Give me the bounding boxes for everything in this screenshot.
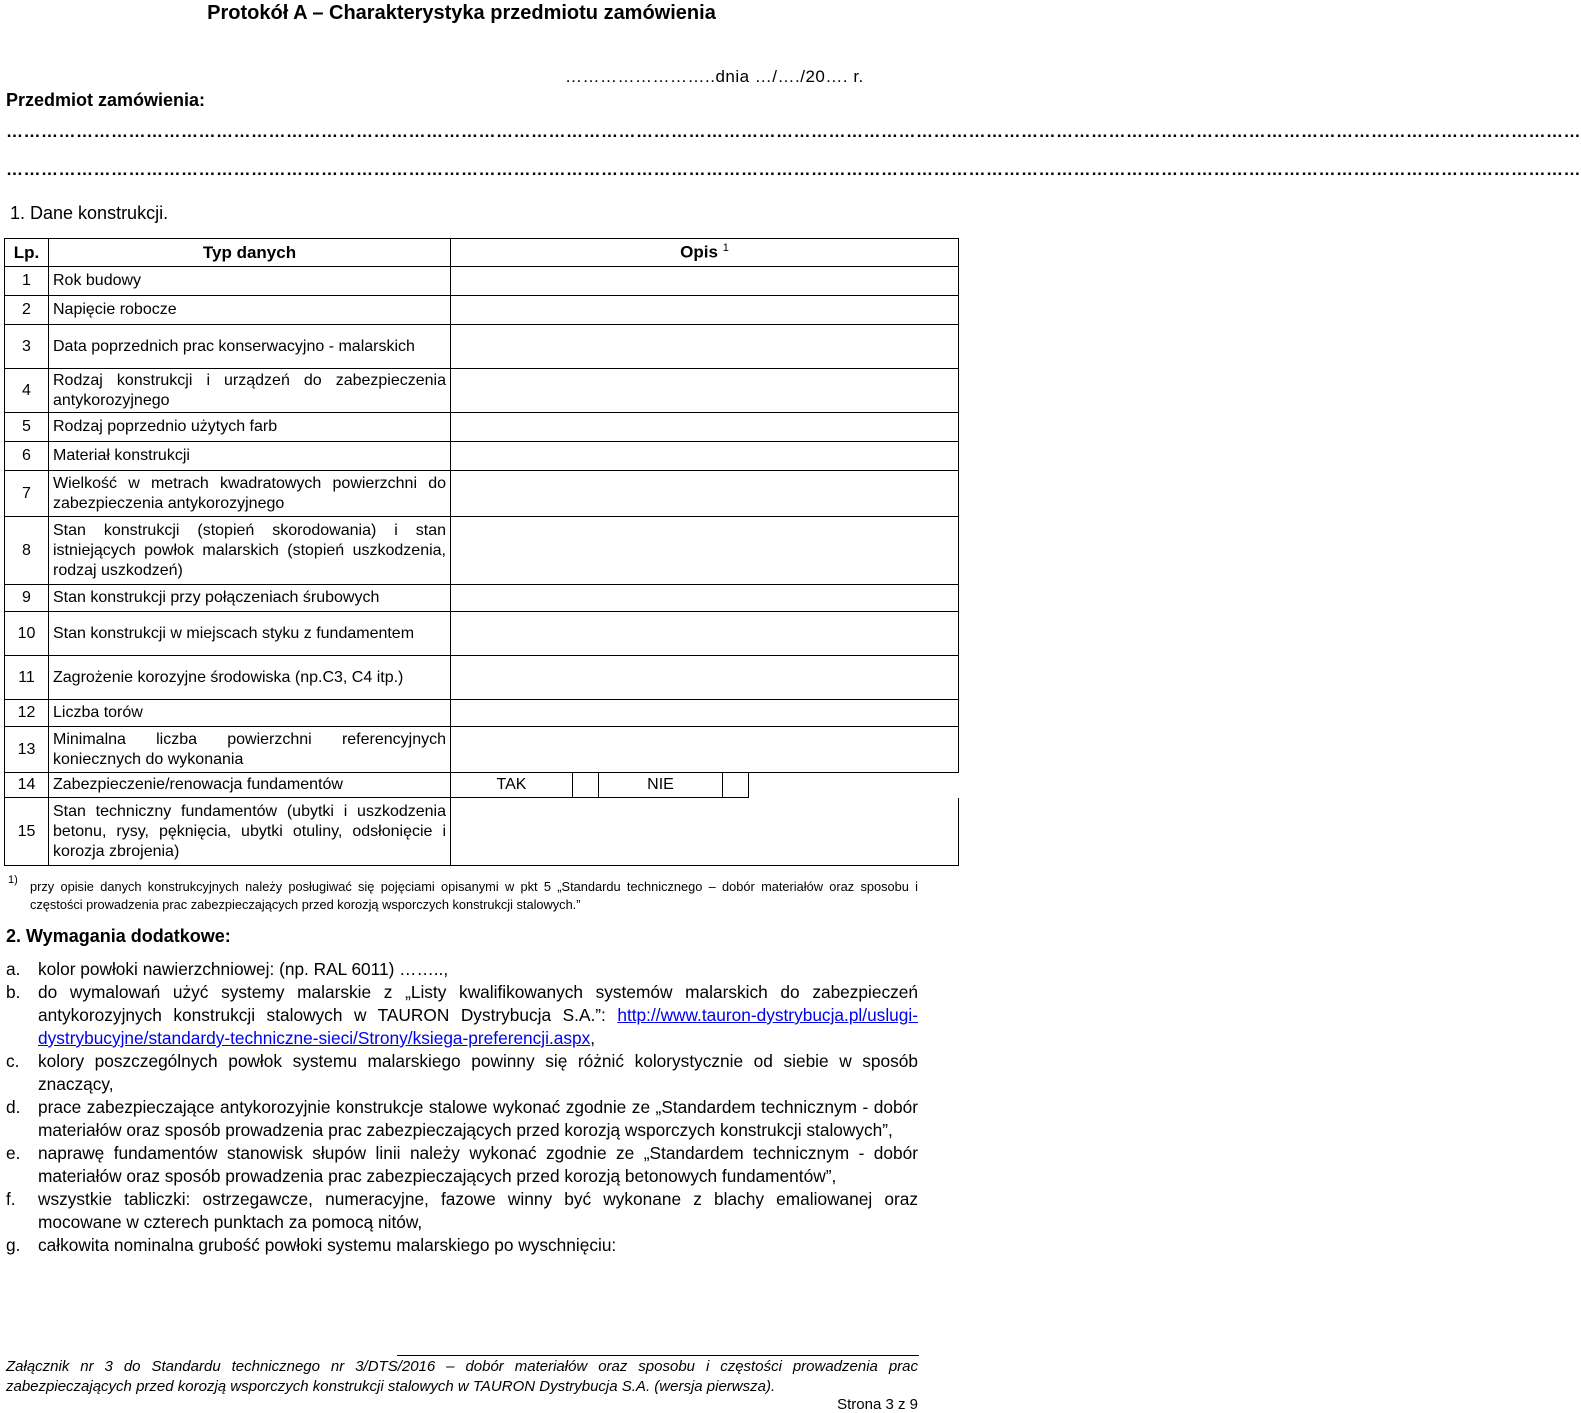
row-number: 8 bbox=[5, 517, 49, 585]
date-field[interactable]: ……………………..dnia …/…./20…. r. bbox=[565, 67, 864, 86]
col-header-desc bbox=[451, 239, 959, 267]
row-label: Stan techniczny fundamentów (ubytki i uszkodzenia betonu, rysy, pęknięcia, ubytki otuliny, odsłonięcie i korozja zbrojenia) bbox=[49, 798, 451, 866]
subject-label: Przedmiot zamówienia: bbox=[6, 90, 206, 110]
row-number: 13 bbox=[5, 727, 49, 773]
row-value-field[interactable] bbox=[451, 517, 959, 585]
col-header-type: Typ danych bbox=[49, 239, 451, 267]
item-text bbox=[38, 981, 918, 1050]
row-value-field[interactable] bbox=[451, 471, 959, 517]
row-value-field[interactable] bbox=[451, 700, 959, 727]
row-label: Stan konstrukcji przy połączeniach śrubowych bbox=[49, 585, 451, 612]
subject-fill-line-2[interactable]: ……………………………………………………………………………………………………………………………………………………………………………………………………………………………………………… bbox=[6, 160, 1581, 179]
row-number: 12 bbox=[5, 700, 49, 727]
table-header-row bbox=[5, 239, 959, 267]
standards-link[interactable]: http://www.tauron-dystrybucja.pl/uslugi-dystrybucyjne/standardy-techniczne-sieci/Strony/ksiega-preferencji.aspx bbox=[38, 1005, 918, 1048]
row-label: Zagrożenie korozyjne środowiska (np.C3, C4 itp.) bbox=[49, 656, 451, 700]
item-text: naprawę fundamentów stanowisk słupów linii należy wykonać zgodnie ze „Standardem technicznym - dobór materiałów oraz sposób prowadzenia prac zabezpieczających przed korozją betonowych fundamentów”, bbox=[38, 1143, 918, 1186]
item-letter: d. bbox=[6, 1097, 21, 1117]
requirement-item-a bbox=[6, 958, 918, 981]
item-text: kolor powłoki nawierzchniowej: (np. RAL 6011) …….., bbox=[38, 959, 449, 979]
yes-checkbox[interactable] bbox=[573, 773, 599, 798]
table-row bbox=[5, 517, 959, 585]
row-number: 6 bbox=[5, 442, 49, 471]
section-2-heading: 2. Wymagania dodatkowe: bbox=[6, 926, 231, 946]
row-label: Stan konstrukcji (stopień skorodowania) i stan istniejących powłok malarskich (stopień uszkodzenia, rodzaj uszkodzeń) bbox=[49, 517, 451, 585]
footnote-ref: 1 bbox=[722, 242, 729, 255]
row-value-field[interactable] bbox=[451, 612, 959, 656]
row-value-field[interactable] bbox=[451, 656, 959, 700]
row-value-field[interactable] bbox=[451, 413, 959, 442]
footnote-text: przy opisie danych konstrukcyjnych należy posługiwać się pojęciami opisanymi w pkt 5 „Standardu technicznego – dobór materiałów oraz sposobu i częstości prowadzenia prac zabezpieczających przed korozją wsporczych konstrukcji stalowych.” bbox=[30, 879, 918, 912]
col-header-lp: Lp. bbox=[5, 239, 49, 267]
item-text: kolory poszczególnych powłok systemu malarskiego powinny się różnić kolorystycznie od siebie w sposób znaczący, bbox=[38, 1051, 918, 1094]
footnote-mark: 1) bbox=[8, 874, 18, 886]
item-letter: e. bbox=[6, 1143, 21, 1163]
row-label: Rok budowy bbox=[49, 267, 451, 296]
row-number: 3 bbox=[5, 325, 49, 369]
construction-data-table bbox=[4, 238, 959, 866]
row-label: Napięcie robocze bbox=[49, 296, 451, 325]
row-label: Zabezpieczenie/renowacja fundamentów bbox=[49, 773, 451, 798]
footer-text: Załącznik nr 3 do Standardu technicznego nr 3/DTS/2016 – dobór materiałów oraz sposobu i częstości prowadzenia prac zabezpieczających przed korozją wsporczych konstrukcji stalowych w TAURON Dystrybucja S.A. (wersja pierwsza). bbox=[6, 1358, 918, 1395]
table-row bbox=[5, 325, 959, 369]
row-value-field[interactable] bbox=[451, 369, 959, 413]
requirement-item-d bbox=[6, 1096, 918, 1142]
table-row bbox=[5, 612, 959, 656]
requirements-list bbox=[6, 958, 918, 1257]
row-number: 7 bbox=[5, 471, 49, 517]
row-value-field[interactable] bbox=[451, 267, 959, 296]
row-value-field[interactable] bbox=[451, 585, 959, 612]
item-letter: g. bbox=[6, 1235, 21, 1255]
page-number: Strona 3 z 9 bbox=[837, 1396, 918, 1413]
table-row bbox=[5, 296, 959, 325]
table-row bbox=[5, 727, 959, 773]
table-row bbox=[5, 471, 959, 517]
item-letter: c. bbox=[6, 1051, 20, 1071]
row-label: Minimalna liczba powierzchni referencyjnych koniecznych do wykonania bbox=[49, 727, 451, 773]
row-number: 2 bbox=[5, 296, 49, 325]
row-label: Rodzaj konstrukcji i urządzeń do zabezpieczenia antykorozyjnego bbox=[49, 369, 451, 413]
row-label: Liczba torów bbox=[49, 700, 451, 727]
table-row bbox=[5, 442, 959, 471]
row-label: Rodzaj poprzednio użytych farb bbox=[49, 413, 451, 442]
requirement-item-g bbox=[6, 1234, 918, 1257]
requirement-item-e bbox=[6, 1142, 918, 1188]
row-number: 15 bbox=[5, 798, 49, 866]
item-letter: b. bbox=[6, 982, 21, 1002]
page-title: Protokół A – Charakterystyka przedmiotu zamówienia bbox=[207, 2, 716, 24]
row-number: 5 bbox=[5, 413, 49, 442]
requirement-item-b bbox=[6, 981, 918, 1050]
requirement-item-c bbox=[6, 1050, 918, 1096]
item-text-tail: , bbox=[590, 1028, 596, 1048]
table-row bbox=[5, 267, 959, 296]
no-label: NIE bbox=[599, 773, 723, 798]
row-number: 4 bbox=[5, 369, 49, 413]
table-row bbox=[5, 413, 959, 442]
row-number: 9 bbox=[5, 585, 49, 612]
table-row bbox=[5, 700, 959, 727]
item-text: całkowita nominalna grubość powłoki systemu malarskiego po wyschnięciu: bbox=[38, 1235, 617, 1255]
row-value-field[interactable] bbox=[451, 296, 959, 325]
yes-label: TAK bbox=[451, 773, 573, 798]
row-value-field[interactable] bbox=[451, 325, 959, 369]
no-checkbox[interactable] bbox=[723, 773, 749, 798]
row-number: 1 bbox=[5, 267, 49, 296]
item-letter: f. bbox=[6, 1189, 16, 1209]
empty-cell bbox=[749, 773, 959, 798]
item-text: prace zabezpieczające antykorozyjnie konstrukcje stalowe wykonać zgodnie ze „Standardem technicznym - dobór materiałów oraz sposób prowadzenia prac zabezpieczających przed korozją wsporczych konstrukcji stalowych”, bbox=[38, 1097, 918, 1140]
row-label: Materiał konstrukcji bbox=[49, 442, 451, 471]
row-value-field[interactable] bbox=[451, 798, 959, 866]
footer-divider bbox=[397, 1355, 919, 1356]
row-number: 11 bbox=[5, 656, 49, 700]
subject-fill-line-1[interactable]: ……………………………………………………………………………………………………………………………………………………………………………………………………………………………………………… bbox=[6, 122, 1581, 141]
item-text-body: do wymalowań użyć systemy malarskie z „Listy kwalifikowanych systemów malarskich do zabezpieczeń antykorozyjnych konstrukcji stalowych w TAURON Dystrybucja S.A.”: bbox=[38, 982, 918, 1025]
col-header-desc-label: Opis bbox=[680, 242, 718, 262]
requirement-item-f bbox=[6, 1188, 918, 1234]
row-label: Wielkość w metrach kwadratowych powierzchni do zabezpieczenia antykorozyjnego bbox=[49, 471, 451, 517]
table-row bbox=[5, 798, 959, 866]
row-value-field[interactable] bbox=[451, 442, 959, 471]
table-row bbox=[5, 369, 959, 413]
table-row bbox=[5, 773, 959, 798]
item-text: wszystkie tabliczki: ostrzegawcze, numeracyjne, fazowe winny być wykonane z blachy emaliowanej oraz mocowane w czterech punktach za pomocą nitów, bbox=[38, 1189, 918, 1232]
row-label: Stan konstrukcji w miejscach styku z fundamentem bbox=[49, 612, 451, 656]
row-value-field[interactable] bbox=[451, 727, 959, 773]
table-row bbox=[5, 585, 959, 612]
item-letter: a. bbox=[6, 959, 21, 979]
row-number: 10 bbox=[5, 612, 49, 656]
row-label: Data poprzednich prac konserwacyjno - malarskich bbox=[49, 325, 451, 369]
table-row bbox=[5, 656, 959, 700]
section-1-heading: 1. Dane konstrukcji. bbox=[10, 203, 169, 223]
row-number: 14 bbox=[5, 773, 49, 798]
